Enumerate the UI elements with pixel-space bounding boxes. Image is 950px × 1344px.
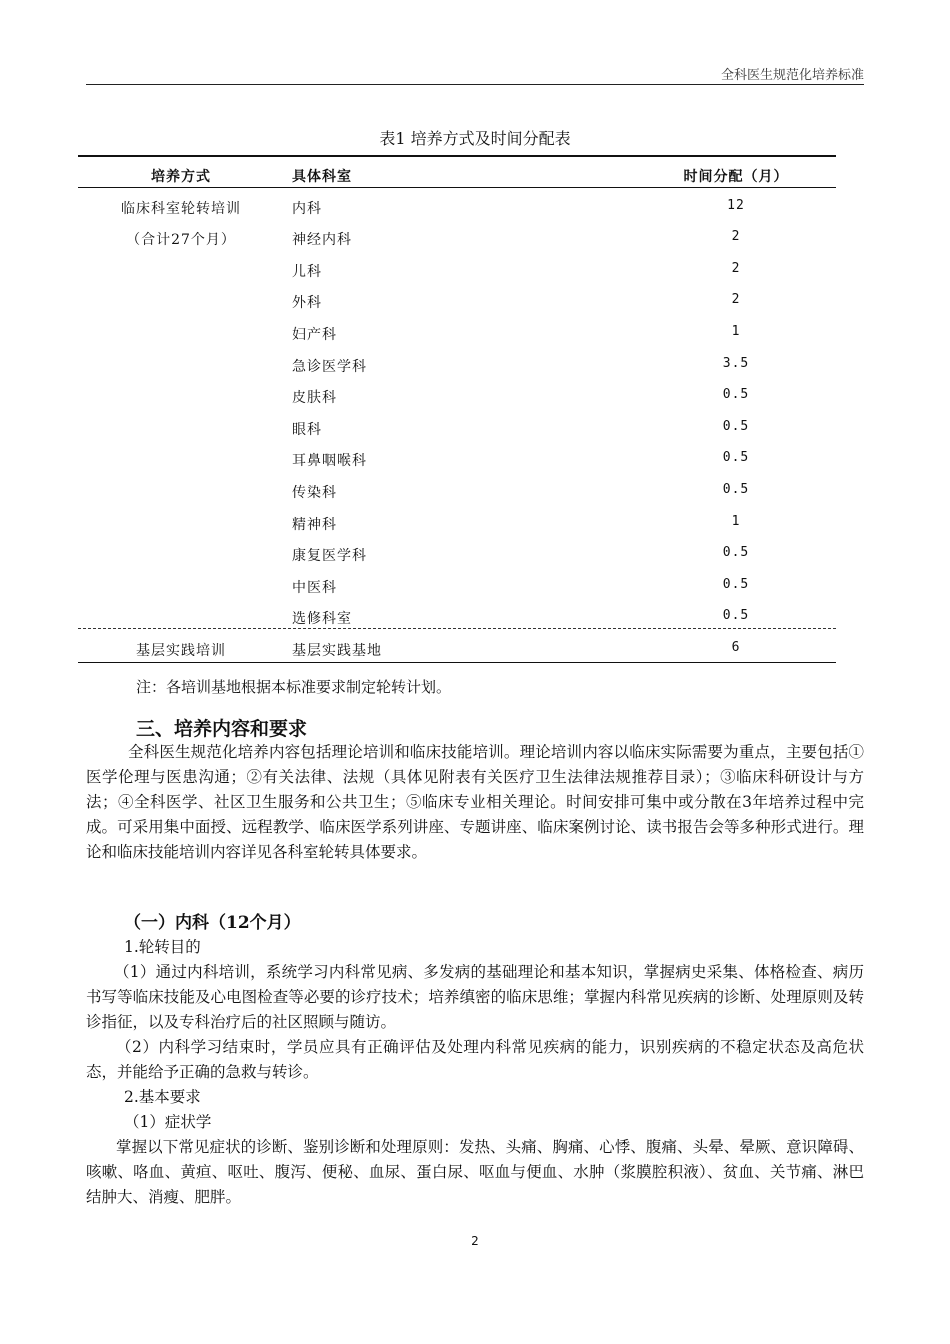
table-row-time: 0.5: [722, 482, 750, 497]
table-header-rule: [78, 187, 836, 188]
table-row-dept: 内科: [292, 201, 322, 217]
purpose-item-2: （2）内科学习结束时，学员应具有正确评估及处理内科常见疾病的能力，识别疾病的不稳定状态及高危状态，并能给予正确的急救与转诊。: [86, 1038, 864, 1081]
table-row-time: 0.5: [722, 387, 750, 402]
header-dept: 具体科室: [292, 169, 352, 185]
table-top-rule: [78, 155, 836, 157]
basic-requirements-heading: 2.基本要求: [124, 1088, 201, 1106]
table-row-dept: 选修科室: [292, 611, 352, 627]
page-number: 2: [471, 1234, 479, 1248]
header-method: 培养方式: [151, 169, 211, 185]
table-bottom-rule: [78, 662, 836, 663]
header-title: 全科医生规范化培养标准: [720, 68, 864, 83]
table-row-dept: 耳鼻咽喉科: [292, 453, 367, 469]
table-row-time: 6: [731, 640, 741, 655]
table-row-dept: 急诊医学科: [292, 359, 367, 375]
table-row-time: 3.5: [722, 356, 750, 371]
table-row-time: 12: [727, 198, 745, 213]
table-row-time: 1: [731, 324, 741, 339]
table-row-dept: 精神科: [292, 517, 337, 533]
table-row-time: 2: [731, 261, 741, 276]
purpose-item-1: （1）通过内科培训，系统学习内科常见病、多发病的基础理论和基本知识，掌握病史采集、体格检查、病历书写等临床技能及心电图检查等必要的诊疗技术；培养缜密的临床思维；掌握内科常见疾病的诊断、处理原则及转诊指征，以及专科治疗后的社区照顾与随访。: [86, 963, 864, 1031]
table-caption: 表1 培养方式及时间分配表: [379, 129, 571, 148]
internal-medicine-title: （一）内科（12个月）: [124, 913, 301, 933]
table-row-time: 0.5: [722, 577, 750, 592]
table-note: 注：各培训基地根据本标准要求制定轮转计划。: [136, 678, 452, 696]
section-3-title: 三、培养内容和要求: [136, 718, 308, 740]
method-clinical-total: （合计27个月）: [126, 232, 236, 248]
table-row-dept: 神经内科: [292, 232, 352, 248]
table-row-time: 1: [731, 514, 741, 529]
method-primary-care: 基层实践培训: [136, 643, 226, 659]
table-row-dept: 传染科: [292, 485, 337, 501]
table-row-time: 0.5: [722, 545, 750, 560]
table-row-time: 0.5: [722, 450, 750, 465]
table-row-dept: 基层实践基地: [292, 643, 382, 659]
purpose-heading: 1.轮转目的: [124, 938, 201, 956]
table-row-dept: 外科: [292, 295, 322, 311]
header-divider: [86, 84, 864, 85]
table-row-dept: 皮肤科: [292, 390, 337, 406]
table-row-dept: 中医科: [292, 580, 337, 596]
symptom-heading: （1）症状学: [124, 1113, 212, 1131]
table-row-dept: 康复医学科: [292, 548, 367, 564]
table-row-time: 2: [731, 292, 741, 307]
table-row-dept: 妇产科: [292, 327, 337, 343]
table-dashed-divider: [78, 628, 836, 629]
method-clinical: 临床科室轮转培训: [121, 201, 241, 217]
table-row-time: 0.5: [722, 419, 750, 434]
section-3-paragraph: 全科医生规范化培养内容包括理论培训和临床技能培训。理论培训内容以临床实际需要为重点，主要包括①医学伦理与医患沟通；②有关法律、法规（具体见附表有关医疗卫生法律法规推荐目录）；③临床科研设计与方法；④全科医学、社区卫生服务和公共卫生；⑤临床专业相关理论。时间安排可集中或分散在3年培养过程中完成。可采用集中面授、远程教学、临床医学系列讲座、专题讲座、临床案例讨论、读书报告会等多种形式进行。理论和临床技能培训内容详见各科室轮转具体要求。: [86, 743, 864, 861]
table-row-time: 0.5: [722, 608, 750, 623]
table-row-time: 2: [731, 229, 741, 244]
symptom-text: 掌握以下常见症状的诊断、鉴别诊断和处理原则：发热、头痛、胸痛、心悸、腹痛、头晕、晕厥、意识障碍、咳嗽、咯血、黄疸、呕吐、腹泻、便秘、血尿、蛋白尿、呕血与便血、水肿（浆膜腔积液）、贫血、关节痛、淋巴结肿大、消瘦、肥胖。: [86, 1138, 864, 1206]
header-time: 时间分配（月）: [683, 169, 789, 185]
table-row-dept: 儿科: [292, 264, 322, 280]
table-row-dept: 眼科: [292, 422, 322, 438]
